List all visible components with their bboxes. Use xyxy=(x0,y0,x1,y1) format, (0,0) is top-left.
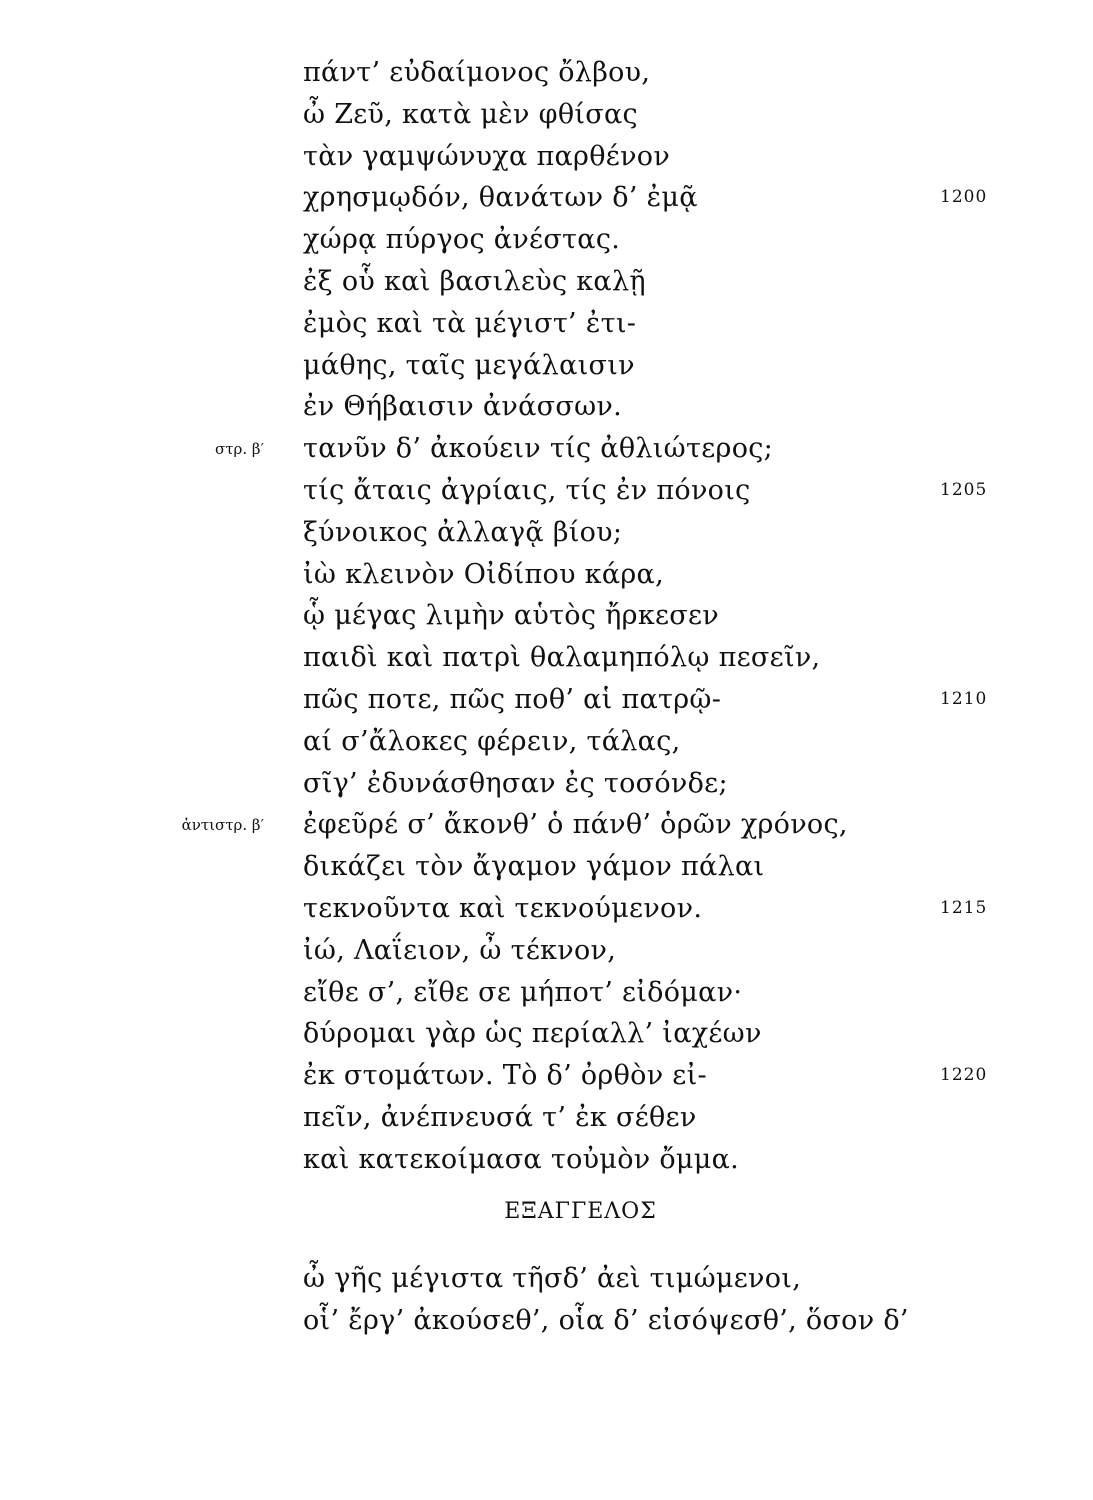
verse-text: εἴθε σ’, εἴθε σε μήποτ’ εἰδόμαν· xyxy=(303,976,743,1008)
verse-line xyxy=(0,972,1093,1014)
verse-line xyxy=(0,470,1093,512)
verse-text: ὦ γῆς μέγιστα τῆσδ’ ἀεὶ τιμώμενοι, xyxy=(303,1263,802,1294)
verse-text: πάντ’ εὐδαίμονος ὄλβου, xyxy=(303,57,651,88)
verse-text: ἐμὸς καὶ τὰ μέγιστ’ ἐτι- xyxy=(303,307,637,339)
verse-text: χώρᾳ πύργος ἀνέστας. xyxy=(303,224,621,256)
verse-text: καὶ κατεκοίμασα τοὐμὸν ὄμμα. xyxy=(303,1143,740,1175)
choral-ode xyxy=(0,52,1093,1181)
verse-text: ἐκ στομάτων. Τὸ δ’ ὀρθὸν εἰ- xyxy=(303,1060,707,1092)
speaker-heading: ΕΞΑΓΓΕΛΟΣ xyxy=(504,1199,657,1224)
verse-line xyxy=(0,512,1093,554)
verse-text: πῶς ποτε, πῶς ποθ’ αἱ πατρῷ- xyxy=(303,683,722,715)
line-number: 1210 xyxy=(940,688,988,709)
verse-line xyxy=(0,177,1093,219)
verse-line xyxy=(0,1055,1093,1097)
line-number: 1220 xyxy=(940,1065,988,1086)
verse-line xyxy=(0,136,1093,178)
verse-text: ἐφεῦρέ σ’ ἄκονθ’ ὁ πάνθ’ ὁρῶν χρόνος, xyxy=(303,809,848,841)
messenger-speech xyxy=(0,1258,1093,1342)
strophe-label: στρ. β′ xyxy=(215,440,264,459)
verse-line xyxy=(0,595,1093,637)
verse-line xyxy=(0,804,1093,846)
verse-line xyxy=(0,219,1093,261)
verse-line xyxy=(0,1097,1093,1139)
verse-text: ἐν Θήβαισιν ἀνάσσων. xyxy=(303,391,622,423)
verse-text: τὰν γαμψώνυχα παρθένον xyxy=(303,140,671,172)
verse-text: ξύνοικος ἀλλαγᾷ βίου; xyxy=(303,516,623,548)
verse-line xyxy=(0,52,1093,94)
strophe-label: ἀντιστρ. β′ xyxy=(181,816,264,835)
verse-line xyxy=(0,721,1093,763)
verse-line xyxy=(0,428,1093,470)
verse-text: ὦ Ζεῦ, κατὰ μὲν φθίσας xyxy=(303,98,638,130)
verse-line xyxy=(0,94,1093,136)
verse-text: τανῦν δ’ ἀκούειν τίς ἀθλιώτερος; xyxy=(303,433,774,465)
verse-line xyxy=(0,1258,1093,1300)
verse-text: οἷ’ ἔργ’ ἀκούσεθ’, οἷα δ’ εἰσόψεσθ’, ὅσον δ’ xyxy=(303,1304,909,1336)
verse-line xyxy=(0,554,1093,596)
verse-text: δύρομαι γὰρ ὡς περίαλλ’ ἰαχέων xyxy=(303,1018,762,1050)
verse-text: ᾧ μέγας λιμὴν αὑτὸς ἤρκεσεν xyxy=(303,600,720,632)
verse-text: σῖγ’ ἐδυνάσθησαν ἐς τοσόνδε; xyxy=(303,767,728,799)
line-number: 1205 xyxy=(940,479,988,500)
verse-text: χρησμῳδόν, θανάτων δ’ ἐμᾷ xyxy=(303,182,698,214)
verse-text: ἰώ, Λαΐειον, ὦ τέκνον, xyxy=(303,934,617,966)
verse-text: παιδὶ καὶ πατρὶ θαλαμηπόλῳ πεσεῖν, xyxy=(303,642,821,674)
verse-line xyxy=(0,763,1093,805)
line-number: 1200 xyxy=(940,187,988,208)
verse-line xyxy=(0,888,1093,930)
verse-line xyxy=(0,1139,1093,1181)
verse-text: πεῖν, ἀνέπνευσά τ’ ἐκ σέθεν xyxy=(303,1101,697,1133)
verse-text: τίς ἄταις ἀγρίαις, τίς ἐν πόνοις xyxy=(303,474,751,506)
verse-line xyxy=(0,1300,1093,1342)
verse-line xyxy=(0,679,1093,721)
verse-line xyxy=(0,846,1093,888)
verse-line xyxy=(0,1013,1093,1055)
verse-line xyxy=(0,303,1093,345)
verse-line xyxy=(0,345,1093,387)
verse-text: τεκνοῦντα καὶ τεκνούμενον. xyxy=(303,892,703,924)
verse-line xyxy=(0,637,1093,679)
verse-text: ἐξ οὗ καὶ βασιλεὺς καλῇ xyxy=(303,265,646,297)
verse-text: δικάζει τὸν ἄγαμον γάμον πάλαι xyxy=(303,851,765,883)
verse-text: μάθης, ταῖς μεγάλαισιν xyxy=(303,349,635,381)
verse-text: ἰὼ κλεινὸν Οἰδίπου κάρα, xyxy=(303,558,664,590)
verse-line xyxy=(0,386,1093,428)
verse-line xyxy=(0,261,1093,303)
verse-line xyxy=(0,930,1093,972)
verse-text: αί σ’ἄλοκες φέρειν, τάλας, xyxy=(303,725,681,757)
line-number: 1215 xyxy=(940,897,988,918)
